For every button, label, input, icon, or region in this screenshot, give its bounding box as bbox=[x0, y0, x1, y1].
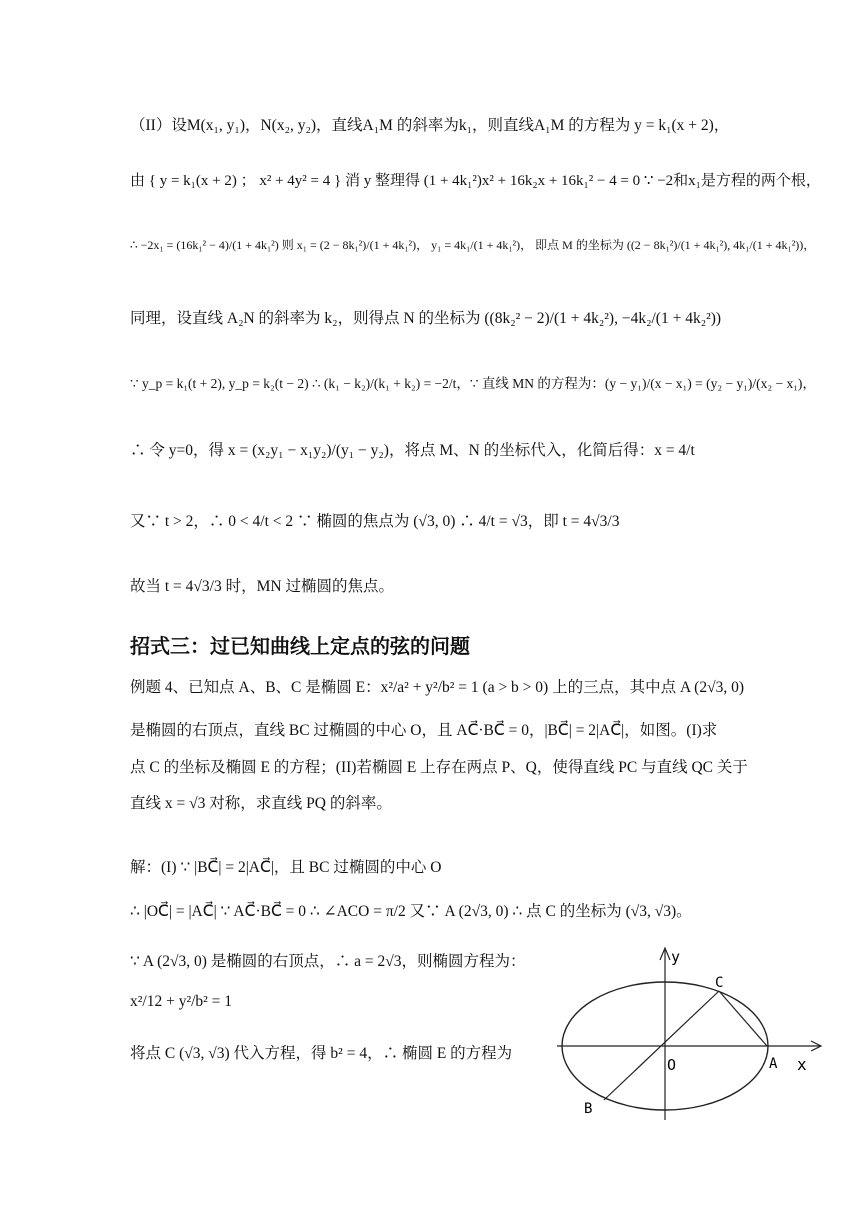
ellipse-figure bbox=[553, 942, 833, 1122]
text-line: x²/12 + y²/b² = 1 bbox=[130, 993, 233, 1010]
text-line: 点 C 的坐标及椭圆 E 的方程；(II)若椭圆 E 上存在两点 P、Q，使得直线 PC 与直线 QC 关于 bbox=[130, 759, 748, 776]
text-line: ∴ 令 y=0，得 x = (x₂y₁ − x₁y₂)/(y₁ − y₂)，将点 M、N 的坐标代入，化简后得：x = 4/t bbox=[130, 442, 695, 459]
text-line: 将点 C (√3, √3) 代入方程，得 b² = 4，∴ 椭圆 E 的方程为 bbox=[130, 1045, 513, 1062]
text-line: 同理，设直线 A₂N 的斜率为 k₂，则得点 N 的坐标为 ((8k₂² − 2)/(1 + 4k₂²), −4k₂/(1 + 4k₂²)) bbox=[130, 310, 722, 327]
text-line: ∴ |OC⃗| = |AC⃗| ∵ AC⃗·BC⃗ = 0 ∴ ∠ACO = π/2 又∵ A (2√3, 0) ∴ 点 C 的坐标为 (√3, √3)。 bbox=[130, 903, 692, 920]
text-line: 故当 t = 4√3/3 时，MN 过椭圆的焦点。 bbox=[130, 578, 394, 595]
text-line: ∴ −2x₁ = (16k₁² − 4)/(1 + 4k₁²) 则 x₁ = (2 − 8k₁²)/(1 + 4k₁²)， y₁ = 4k₁/(1 + 4k₁²)， 即点 M 的坐标为 ((2 − 8k₁²)/(1 + 4k₁²), 4k₁/(1 + 4k₁²))， bbox=[130, 238, 816, 252]
text-line: 是椭圆的右顶点，直线 BC 过椭圆的中心 O，且 AC⃗·BC⃗ = 0，|BC⃗| = 2|AC⃗|，如图。(I)求 bbox=[130, 722, 718, 739]
text-line: ∵ y_p = k₁(t + 2), y_p = k₂(t − 2) ∴ (k₁ − k₂)/(k₁ + k₂) = −2/t，∵ 直线 MN 的方程为：(y − y₁)/(x − x₁) = (y₂ − y₁)/(x₂ − x₁)， bbox=[130, 376, 816, 391]
label-x: x bbox=[797, 1055, 807, 1074]
text-line: ∵ A (2√3, 0) 是椭圆的右顶点，∴ a = 2√3，则椭圆方程为： bbox=[130, 953, 526, 970]
label-o: O bbox=[667, 1056, 677, 1074]
label-a: A bbox=[769, 1056, 778, 1072]
section-heading: 招式三：过已知曲线上定点的弦的问题 bbox=[130, 634, 470, 658]
segment-ca bbox=[719, 991, 767, 1046]
label-b: B bbox=[584, 1101, 593, 1117]
text-line: 例题 4、已知点 A、B、C 是椭圆 E：x²/a² + y²/b² = 1 (a > b > 0) 上的三点，其中点 A (2√3, 0) bbox=[130, 679, 745, 696]
label-c: C bbox=[715, 975, 724, 991]
text-line: 直线 x = √3 对称，求直线 PQ 的斜率。 bbox=[130, 795, 392, 812]
text-line: 解：(I) ∵ |BC⃗| = 2|AC⃗|，且 BC 过椭圆的中心 O bbox=[130, 859, 442, 876]
text-line: 由 { y = k₁(x + 2) ； x² + 4y² = 4 } 消 y 整理得 (1 + 4k₁²)x² + 16k₂x + 16k₁² − 4 = 0 ∵ −2和x₁是方程的两个根， bbox=[130, 173, 821, 189]
text-line: 又∵ t > 2，∴ 0 < 4/t < 2 ∵ 椭圆的焦点为 (√3, 0) ∴ 4/t = √3，即 t = 4√3/3 bbox=[130, 513, 620, 530]
label-y: y bbox=[671, 948, 681, 966]
text-line: （II）设M(x₁, y₁)，N(x₂, y₂)，直线A₁M 的斜率为k₁，则直线A₁M 的方程为 y = k₁(x + 2)， bbox=[130, 117, 730, 134]
